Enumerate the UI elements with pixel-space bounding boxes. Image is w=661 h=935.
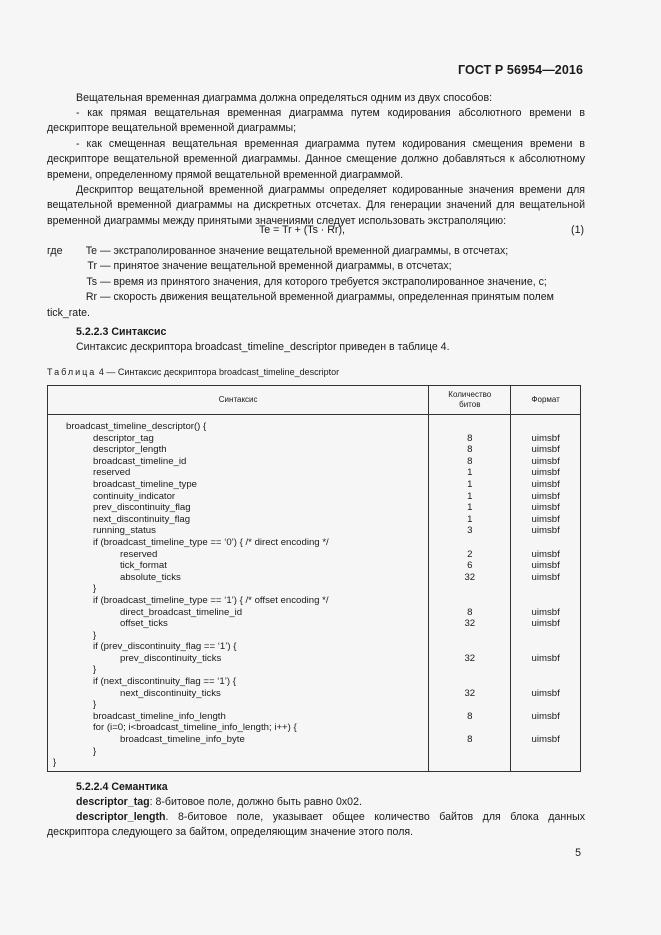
format-cell: uimsbf [531, 710, 560, 722]
syntax-line: prev_discontinuity_flag [93, 502, 191, 514]
definition-symbol-text: Rr [85, 291, 97, 304]
intro-paragraph-4: Дескриптор вещательной временной диаграммы определяет кодированные значения времени для вещательной временной диаграммы на дискретных отсчетах. Для генерации значений для вещательной временной диаграммы между принятыми значениями следует использовать экстраполяцию: [47, 184, 585, 227]
format-cell [511, 537, 580, 549]
term-descriptor-tag: descriptor_tag [76, 796, 150, 808]
header-format: Формат [511, 386, 581, 415]
syntax-line: reserved [93, 467, 131, 479]
format-cell [511, 699, 580, 711]
bits-column [429, 415, 511, 772]
page-number: 5 [575, 847, 581, 859]
syntax-line: descriptor_length [93, 444, 167, 456]
syntax-line: if (next_discontinuity_flag == ‘1’) { [93, 676, 236, 688]
bits-cell: 8 [467, 444, 473, 456]
definition-symbol [47, 259, 97, 274]
syntax-line: broadcast_timeline_descriptor() { [66, 421, 207, 432]
syntax-line: if (broadcast_timeline_type == ‘0’) { /* direct encoding */ [93, 536, 329, 548]
definition-te [47, 244, 585, 259]
syntax-line: next_discontinuity_flag [93, 513, 191, 525]
format-cell [511, 630, 580, 642]
format-cell: uimsbf [531, 560, 560, 572]
semantics-item-2-text: . 8-битовое поле, указывает общее количество байтов для блока данных дескриптора следующего за байтом, определяющим значение этого поля. [47, 811, 585, 839]
bits-cell: 32 [464, 687, 476, 699]
format-cell: uimsbf [531, 490, 560, 502]
syntax-line: running_status [93, 525, 156, 537]
standard-header: ГОСТ Р 56954—2016 [457, 63, 583, 77]
syntax-line: offset_ticks [120, 618, 168, 630]
format-cell [511, 583, 580, 595]
syntax-column [48, 415, 429, 772]
format-cell: uimsbf [531, 467, 560, 479]
format-cell [511, 757, 580, 769]
definition-symbol [47, 290, 97, 305]
semantics-item-1-text: : 8-битовое поле, должно быть равно 0x02. [149, 796, 362, 808]
syntax-text: Синтаксис дескриптора broadcast_timeline_descriptor приведен в таблице 4. [76, 341, 450, 353]
table-caption [47, 367, 339, 377]
semantics-item-1 [47, 795, 585, 810]
definition-symbol [47, 244, 97, 259]
syntax-line: next_discontinuity_ticks [120, 687, 221, 699]
bits-cell: 2 [467, 548, 473, 560]
definition-text: — принятое значение вещательной временной диаграммы, в отсчетах; [97, 260, 452, 273]
bits-cell: 32 [464, 652, 476, 664]
syntax-table [47, 385, 581, 772]
syntax-line: if (prev_discontinuity_flag == ‘1’) { [93, 641, 237, 653]
bits-cell: 6 [467, 560, 473, 572]
syntax-line: continuity_indicator [93, 490, 176, 502]
syntax-line: } [93, 745, 97, 757]
syntax-line: descriptor_tag [93, 432, 154, 444]
syntax-heading: 5.2.2.3 Синтаксис [76, 326, 167, 338]
intro-paragraph-2: - как прямая вещательная временная диаграмма путем кодирования абсолютного времени в дескрипторе вещательной временной диаграммы; [47, 107, 585, 135]
syntax-line: } [93, 664, 97, 676]
definition-symbol-text: Tr [87, 260, 97, 273]
table-header-row [48, 386, 581, 415]
format-cell: uimsbf [531, 513, 560, 525]
bits-cell: 1 [467, 490, 473, 502]
bits-cell: 8 [467, 606, 473, 618]
format-cell [511, 722, 580, 734]
format-cell [511, 664, 580, 676]
bits-cell: 1 [467, 502, 473, 514]
bits-cell: 32 [464, 618, 476, 630]
term-descriptor-length: descriptor_length [76, 811, 166, 823]
definition-text: — скорость движения вещательной временной диаграммы, определенная принятым полем [97, 291, 554, 304]
syntax-line: direct_broadcast_timeline_id [120, 606, 243, 618]
definition-prefix: где [47, 245, 63, 257]
definition-text: — время из принятого значения, для которого требуется экстраполированное значение, с; [97, 275, 547, 288]
format-cell: uimsbf [531, 432, 560, 444]
syntax-line: } [53, 757, 57, 769]
table-caption-label: Таблица [47, 367, 97, 377]
definition-symbol [47, 275, 97, 290]
format-cell [511, 746, 580, 758]
syntax-line: tick_format [120, 560, 167, 572]
definition-rr [47, 290, 585, 305]
bits-cell [429, 421, 510, 433]
syntax-line: reserved [120, 548, 158, 560]
bits-cell [429, 664, 510, 676]
bits-cell: 1 [467, 478, 473, 490]
bits-cell: 8 [467, 734, 473, 746]
syntax-line: } [93, 629, 97, 641]
bits-cell [429, 595, 510, 607]
format-cell: uimsbf [531, 502, 560, 514]
formula-number: (1) [571, 224, 584, 236]
bits-cell: 8 [467, 432, 473, 444]
bits-cell [429, 757, 510, 769]
intro-paragraph-1: Вещательная временная диаграмма должна определяться одним из двух способов: [76, 92, 493, 104]
syntax-line: broadcast_timeline_info_length [93, 710, 226, 722]
format-cell [511, 641, 580, 653]
format-cell: uimsbf [531, 606, 560, 618]
format-cell: uimsbf [531, 525, 560, 537]
extrapolation-formula: Te = Tr + (Ts · Rr), [259, 224, 345, 236]
definition-tr [47, 259, 585, 274]
format-cell: uimsbf [531, 618, 560, 630]
bits-cell [429, 537, 510, 549]
definition-text: — экстраполированное значение вещательной временной диаграммы, в отсчетах; [97, 245, 509, 257]
definition-ts [47, 275, 585, 290]
syntax-line: } [93, 583, 97, 595]
definition-continuation: tick_rate. [47, 306, 90, 319]
bits-cell: 32 [464, 571, 476, 583]
bits-cell: 8 [467, 455, 473, 467]
bits-cell: 1 [467, 513, 473, 525]
syntax-line: if (broadcast_timeline_type == ‘1’) { /* offset encoding */ [93, 594, 329, 606]
table-body-row [48, 415, 581, 772]
table-caption-text: 4 — Синтаксис дескриптора broadcast_timeline_descriptor [98, 367, 340, 377]
bits-cell [429, 630, 510, 642]
format-cell: uimsbf [531, 652, 560, 664]
header-syntax: Синтаксис [48, 386, 429, 415]
format-cell: uimsbf [531, 444, 560, 456]
syntax-line: broadcast_timeline_info_byte [120, 734, 245, 746]
bits-cell: 1 [467, 467, 473, 479]
bits-cell [429, 641, 510, 653]
bits-cell [429, 699, 510, 711]
bits-cell: 3 [467, 525, 473, 537]
format-cell: uimsbf [531, 734, 560, 746]
format-cell: uimsbf [531, 478, 560, 490]
bits-cell [429, 583, 510, 595]
bits-cell: 8 [467, 710, 473, 722]
syntax-line: for (i=0; i<broadcast_timeline_info_length; i++) { [93, 722, 297, 734]
format-cell: uimsbf [531, 571, 560, 583]
format-cell: uimsbf [531, 455, 560, 467]
format-cell: uimsbf [531, 687, 560, 699]
format-column [511, 415, 581, 772]
bits-cell [429, 722, 510, 734]
syntax-line: prev_discontinuity_ticks [120, 652, 222, 664]
definition-symbol-text: Ts [86, 275, 97, 288]
format-cell [511, 676, 580, 688]
header-bits: Количество битов [429, 386, 511, 415]
semantics-heading: 5.2.2.4 Семантика [76, 781, 168, 793]
format-cell [511, 421, 580, 433]
syntax-line: absolute_ticks [120, 571, 181, 583]
format-cell [511, 595, 580, 607]
syntax-line: broadcast_timeline_id [93, 455, 187, 467]
bits-cell [429, 746, 510, 758]
syntax-line: } [93, 699, 97, 711]
intro-paragraph-3: - как смещенная вещательная временная диаграмма путем кодирования смещения времени в дескрипторе вещательной временной диаграммы. Данное смещение должно добавляться к абсолютному времени, определенному прямой вещательной временной диаграммой. [47, 138, 585, 181]
semantics-item-2 [47, 810, 585, 841]
bits-cell [429, 676, 510, 688]
syntax-line: broadcast_timeline_type [93, 478, 197, 490]
format-cell: uimsbf [531, 548, 560, 560]
definition-symbol-text: Te [85, 245, 97, 257]
